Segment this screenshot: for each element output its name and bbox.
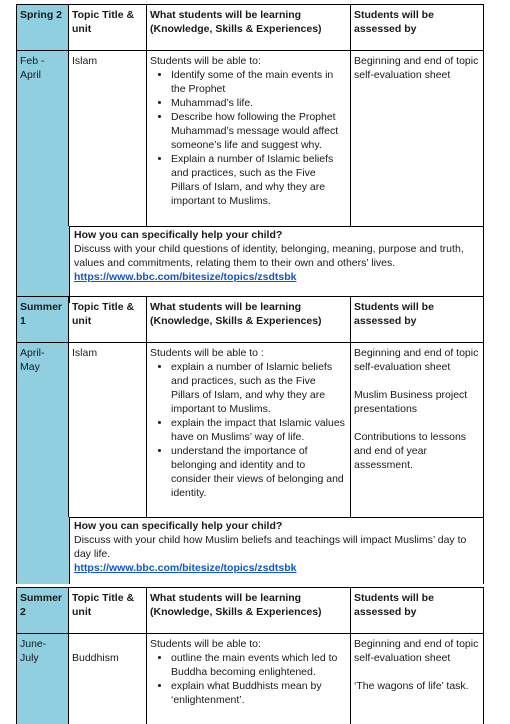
assessment-item: Contributions to lessons and end of year assessment.	[354, 431, 467, 471]
learning-bullet: • Explain a number of Islamic beliefs and practices, such as the Five Pillars of Islam, and why they are important to Muslims.	[171, 152, 347, 208]
help-title: How you can specifically help your child?	[74, 520, 283, 532]
learning-header: What students will be learning (Knowledge, Skills & Experiences)	[147, 297, 351, 342]
assessment-content	[351, 51, 483, 226]
topic-title: Islam	[69, 51, 147, 226]
learning-intro: Students will be able to :	[150, 347, 264, 359]
topic-header: Topic Title & unit	[69, 5, 147, 50]
learning-intro: Students will be able to:	[150, 638, 261, 650]
bitesize-link[interactable]: https://www.bbc.com/bitesize/topics/zsdtsbk	[74, 562, 297, 574]
header-row	[16, 587, 484, 633]
learning-list	[150, 651, 347, 707]
help-block	[16, 517, 484, 584]
learning-content	[147, 634, 351, 724]
learning-header: What students will be learning (Knowledge, Skills & Experiences)	[147, 5, 351, 50]
section-summer-1	[16, 296, 484, 584]
period-label: Feb - April	[17, 51, 69, 226]
assessment-item: ‘The wagons of life’ task.	[354, 680, 469, 692]
assessment-item: Beginning and end of topic self-evaluation sheet	[354, 347, 479, 373]
learning-content	[147, 51, 351, 226]
help-block	[16, 226, 484, 303]
topic-title: Islam	[69, 343, 147, 517]
learning-bullet: • Identify some of the main events in the Prophet	[171, 68, 347, 96]
learning-content	[147, 343, 351, 517]
learning-bullet: • outline the main events which led to Buddha becoming enlightened.	[171, 651, 347, 679]
help-content	[69, 517, 483, 584]
assessed-header: Students will be assessed by	[354, 592, 434, 618]
assessment-content	[351, 343, 483, 517]
learning-list	[150, 68, 347, 208]
learning-header: What students will be learning (Knowledge, Skills & Experiences)	[147, 588, 351, 633]
assessment-content	[351, 634, 483, 724]
topic-title: Buddhism	[69, 634, 147, 724]
assessment-item: Beginning and end of topic self-evaluation sheet	[354, 55, 479, 81]
assessed-header: Students will be assessed by	[354, 9, 434, 35]
content-row	[16, 342, 484, 517]
learning-intro: Students will be able to:	[150, 55, 261, 67]
period-label: June- July	[17, 634, 69, 724]
help-text: Discuss with your child how Muslim beliefs and teachings will impact Muslims’ day to day life.	[74, 534, 467, 560]
learning-bullet: • Muhammad’s life.	[171, 96, 347, 110]
section-spring-2	[16, 4, 484, 303]
topic-header: Topic Title & unit	[69, 588, 147, 633]
help-left-fill	[17, 517, 69, 584]
learning-bullet: • explain the impact that Islamic values have on Muslims’ way of life.	[171, 416, 347, 444]
help-content	[69, 226, 483, 303]
header-row	[16, 4, 484, 50]
learning-bullet: • explain a number of Islamic beliefs and practices, such as the Five Pillars of Islam, and why they are important to Muslims.	[171, 360, 347, 416]
learning-bullet: • Describe how following the Prophet Muhammad’s message would affect someone’s life and suggest why.	[171, 110, 347, 152]
assessment-item: Muslim Business project presentations	[354, 389, 468, 415]
learning-bullet: • explain what Buddhists mean by ‘enlightenment’.	[171, 679, 347, 707]
bitesize-link[interactable]: https://www.bbc.com/bitesize/topics/zsdtsbk	[74, 271, 297, 283]
term-label: Spring 2	[17, 5, 69, 50]
header-row	[16, 296, 484, 342]
assessed-header: Students will be assessed by	[354, 301, 434, 327]
assessment-item: Beginning and end of topic self-evaluation sheet	[354, 638, 479, 664]
content-row	[16, 633, 484, 724]
topic-header: Topic Title & unit	[69, 297, 147, 342]
help-left-fill	[17, 226, 69, 303]
help-title: How you can specifically help your child?	[74, 229, 283, 241]
term-label: Summer 2	[17, 588, 69, 633]
help-text: Discuss with your child questions of identity, belonging, meaning, purpose and truth, values and commitments, relating them to their own and others’ lives.	[74, 243, 464, 269]
period-label: April- May	[17, 343, 69, 517]
learning-list	[150, 360, 347, 500]
section-summer-2	[16, 587, 484, 724]
learning-bullet: • understand the importance of belonging and identity and to consider their views of belonging and identity.	[171, 444, 347, 500]
term-label: Summer 1	[17, 297, 69, 342]
content-row	[16, 50, 484, 226]
